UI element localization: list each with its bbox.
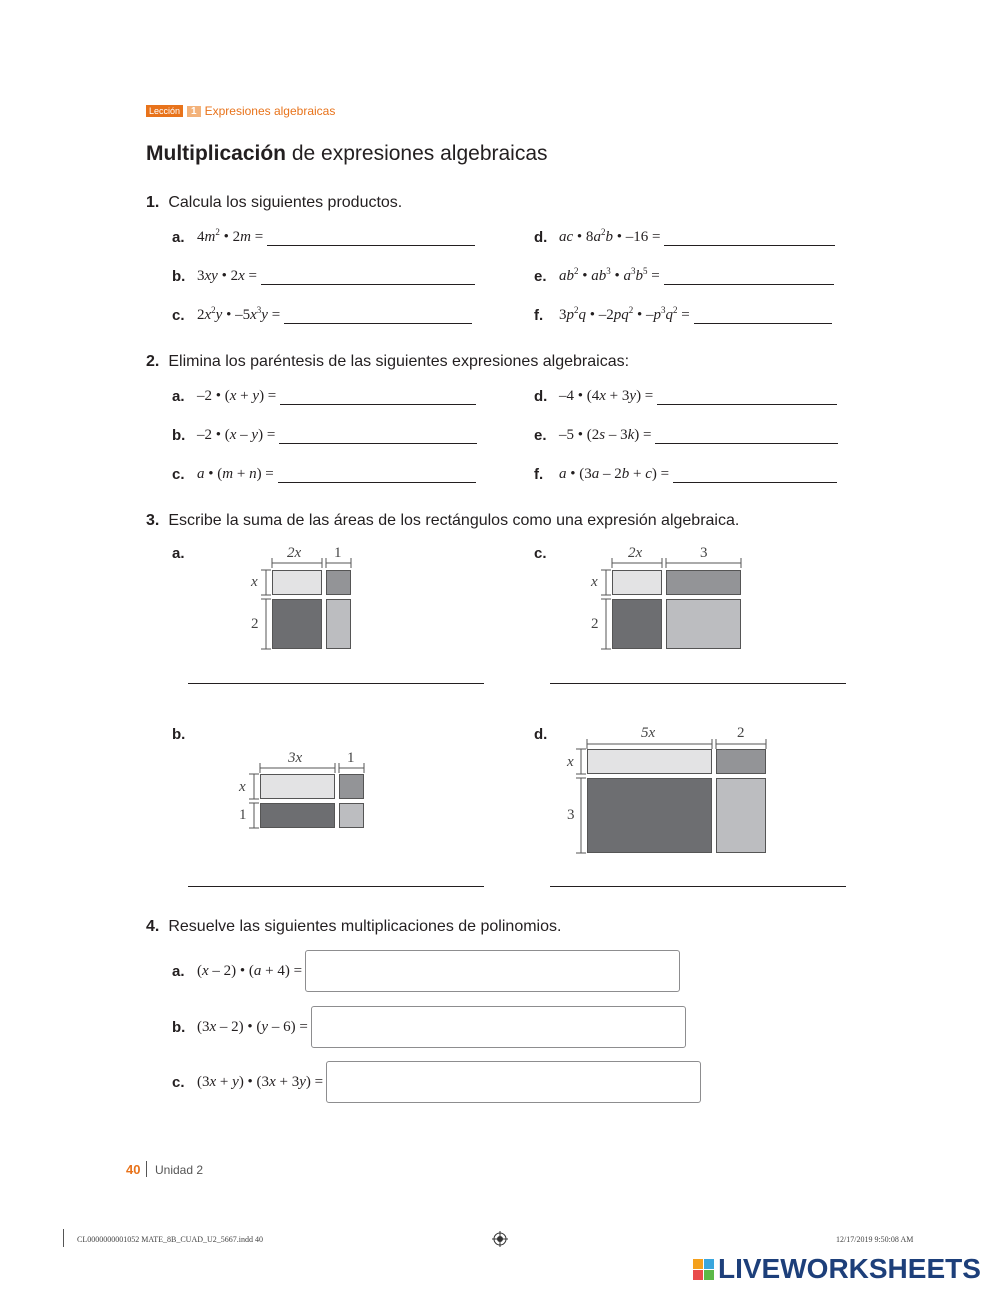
q3-answer-line-b[interactable] bbox=[188, 886, 484, 887]
page-title bbox=[146, 142, 548, 166]
item-label: f. bbox=[534, 466, 544, 483]
figure-d bbox=[561, 725, 776, 860]
rect-top-left bbox=[272, 570, 322, 595]
item-label: b. bbox=[172, 427, 186, 444]
q2-item-a bbox=[172, 388, 476, 405]
item-label: e. bbox=[534, 268, 547, 285]
item-label: d. bbox=[534, 388, 548, 405]
answer-box[interactable] bbox=[326, 1061, 701, 1103]
rect-top-right bbox=[326, 570, 351, 595]
rect-bottom-right bbox=[716, 778, 766, 853]
expression: –5 • (2s – 3k) = bbox=[559, 427, 652, 443]
q3-label-a: a. bbox=[172, 545, 185, 562]
expression: a • (3a – 2b + c) = bbox=[559, 466, 670, 482]
rect-bottom-left bbox=[272, 599, 322, 649]
print-date: 12/17/2019 9:50:08 AM bbox=[836, 1235, 914, 1244]
q2-item-b bbox=[172, 427, 477, 444]
question-1 bbox=[146, 194, 402, 212]
answer-line[interactable] bbox=[673, 469, 837, 483]
q1-item-f bbox=[534, 307, 832, 324]
expression: (3x + y) • (3x + 3y) = bbox=[197, 1073, 324, 1090]
expression: $3p^2q$ • $-2pq^2$ • $-p^3q^2$ = bbox=[559, 305, 690, 323]
footer-divider bbox=[146, 1161, 147, 1177]
page-title-rest: de expresiones algebraicas bbox=[291, 142, 548, 165]
figure-a bbox=[245, 545, 365, 655]
q1-item-b bbox=[172, 268, 475, 285]
expression: ac • $8a^2b$ • –16 = bbox=[559, 227, 661, 245]
dim-left-2: 2 bbox=[591, 616, 599, 632]
q3-label-b: b. bbox=[172, 726, 186, 743]
dim-left: x bbox=[239, 779, 246, 795]
dim-left-2: 3 bbox=[567, 807, 575, 823]
q3-answer-line-a[interactable] bbox=[188, 683, 484, 684]
q3-answer-line-d[interactable] bbox=[550, 886, 846, 887]
answer-line[interactable] bbox=[284, 310, 472, 324]
q4-item-c bbox=[172, 1061, 701, 1103]
answer-line[interactable] bbox=[655, 430, 838, 444]
rect-top-left bbox=[612, 570, 662, 595]
dim-left: x bbox=[567, 754, 574, 770]
answer-line[interactable] bbox=[278, 469, 476, 483]
rect-top-right bbox=[339, 774, 364, 799]
item-label: a. bbox=[172, 962, 185, 980]
dim-left: x bbox=[251, 574, 258, 590]
page-title-bold: Multiplicación bbox=[146, 142, 287, 165]
brand-logo bbox=[693, 1253, 981, 1285]
dim-left-2: 2 bbox=[251, 616, 259, 632]
q2-item-d bbox=[534, 388, 837, 405]
item-label: b. bbox=[172, 268, 186, 285]
print-file-info: CL0000000001052 MATE_8B_CUAD_U2_5667.indd 40 bbox=[77, 1235, 264, 1244]
q2-item-f bbox=[534, 466, 837, 483]
item-label: a. bbox=[172, 388, 185, 405]
rect-top-right bbox=[666, 570, 741, 595]
question-2 bbox=[146, 353, 629, 371]
item-label: a. bbox=[172, 229, 185, 246]
dim-top: 3x bbox=[288, 750, 303, 766]
answer-box[interactable] bbox=[311, 1006, 686, 1048]
question-number: 4. bbox=[146, 918, 160, 935]
item-label: d. bbox=[534, 229, 548, 246]
expression: $2x^2y$ • $-5x^3y$ = bbox=[197, 305, 281, 323]
q2-item-c bbox=[172, 466, 476, 483]
answer-box[interactable] bbox=[305, 950, 680, 992]
answer-line[interactable] bbox=[280, 391, 476, 405]
expression: 3xy • 2x = bbox=[197, 268, 257, 284]
dim-top: 2x bbox=[628, 545, 643, 561]
question-3 bbox=[146, 512, 739, 530]
rect-top-left bbox=[260, 774, 335, 799]
rect-bottom-right bbox=[666, 599, 741, 649]
dim-left-2: 1 bbox=[239, 807, 247, 823]
rect-bottom-left bbox=[260, 803, 335, 828]
question-text: Resuelve las siguientes multiplicaciones de polinomios. bbox=[168, 918, 562, 935]
dim-top-2: 2 bbox=[737, 725, 745, 741]
expression: –2 • (x + y) = bbox=[197, 388, 277, 404]
figure-b bbox=[233, 750, 373, 835]
item-label: c. bbox=[172, 466, 185, 483]
question-number: 3. bbox=[146, 512, 160, 529]
answer-line[interactable] bbox=[664, 271, 834, 285]
dim-left: x bbox=[591, 574, 598, 590]
answer-line[interactable] bbox=[279, 430, 477, 444]
question-number: 2. bbox=[146, 353, 160, 370]
expression: a • (m + n) = bbox=[197, 466, 274, 482]
brand-name: LIVEWORKSHEETS bbox=[718, 1253, 981, 1284]
crop-mark bbox=[63, 1229, 64, 1247]
question-text: Elimina los paréntesis de las siguientes expresiones algebraicas: bbox=[168, 353, 630, 370]
q3-label-c: c. bbox=[534, 545, 547, 562]
item-label: e. bbox=[534, 427, 547, 444]
rect-top-left bbox=[587, 749, 712, 774]
lesson-title: Expresiones algebraicas bbox=[204, 104, 336, 118]
rect-bottom-right bbox=[339, 803, 364, 828]
q1-item-e bbox=[534, 268, 834, 285]
lesson-tag: Lección bbox=[146, 105, 183, 117]
item-label: c. bbox=[172, 1073, 185, 1091]
q4-item-b bbox=[172, 1006, 686, 1048]
lesson-number: 1 bbox=[187, 106, 201, 117]
dim-top-2: 3 bbox=[700, 545, 708, 561]
expression: $ab^2$ • $ab^3$ • $a^3b^5$ = bbox=[559, 266, 660, 284]
question-text: Calcula los siguientes productos. bbox=[168, 194, 403, 211]
expression: $4m^2$ • 2m = bbox=[197, 227, 264, 245]
rect-top-right bbox=[716, 749, 766, 774]
brand-blocks-icon bbox=[693, 1259, 714, 1280]
expression: (3x – 2) • (y – 6) = bbox=[197, 1018, 308, 1035]
registration-mark-icon bbox=[492, 1231, 508, 1247]
dim-top-2: 1 bbox=[347, 750, 355, 766]
q3-answer-line-c[interactable] bbox=[550, 683, 846, 684]
q4-item-a bbox=[172, 950, 680, 992]
expression: –4 • (4x + 3y) = bbox=[559, 388, 654, 404]
item-label: b. bbox=[172, 1018, 186, 1036]
q2-item-e bbox=[534, 427, 838, 444]
expression: (x – 2) • (a + 4) = bbox=[197, 962, 303, 979]
question-text: Escribe la suma de las áreas de los rectángulos como una expresión algebraica. bbox=[168, 512, 740, 529]
answer-line[interactable] bbox=[657, 391, 837, 405]
figure-c bbox=[585, 545, 755, 655]
rect-bottom-left bbox=[612, 599, 662, 649]
question-number: 1. bbox=[146, 194, 160, 211]
dim-top: 5x bbox=[641, 725, 656, 741]
dim-top-2: 1 bbox=[334, 545, 342, 561]
q1-item-c bbox=[172, 307, 472, 324]
rect-bottom-right bbox=[326, 599, 351, 649]
expression: –2 • (x – y) = bbox=[197, 427, 276, 443]
answer-line[interactable] bbox=[267, 232, 475, 246]
item-label: c. bbox=[172, 307, 185, 324]
rect-bottom-left bbox=[587, 778, 712, 853]
question-4 bbox=[146, 918, 561, 936]
dim-top: 2x bbox=[287, 545, 302, 561]
item-label: f. bbox=[534, 307, 544, 324]
q3-label-d: d. bbox=[534, 726, 548, 743]
answer-line[interactable] bbox=[261, 271, 475, 285]
answer-line[interactable] bbox=[694, 310, 832, 324]
answer-line[interactable] bbox=[664, 232, 835, 246]
q1-item-d bbox=[534, 229, 835, 246]
lesson-header bbox=[146, 104, 335, 118]
unit-label: Unidad 2 bbox=[155, 1163, 204, 1177]
q1-item-a bbox=[172, 229, 475, 246]
page-number: 40 bbox=[126, 1162, 141, 1177]
